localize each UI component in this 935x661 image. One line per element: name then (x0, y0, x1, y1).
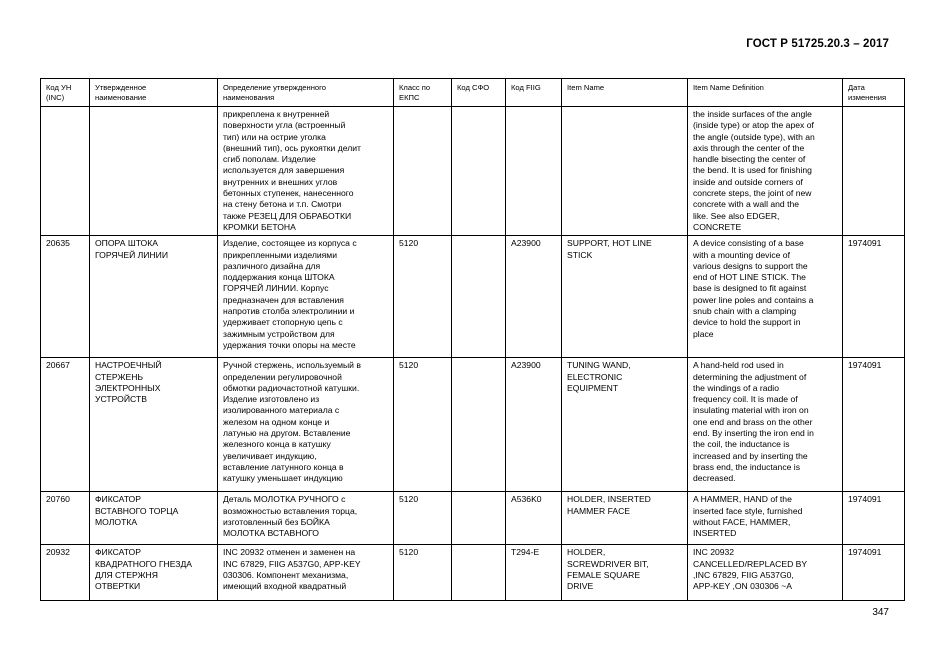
column-header-item-definition: Item Name Definition (688, 79, 843, 107)
cell-change-date (843, 107, 905, 236)
cell-item-name: SUPPORT, HOT LINE STICK (562, 236, 688, 358)
cell-ekps-class: 5120 (394, 236, 452, 358)
cell-inc (41, 107, 90, 236)
cell-sfo-code (452, 545, 506, 601)
cell-name-ru: ОПОРА ШТОКА ГОРЯЧЕЙ ЛИНИИ (90, 236, 218, 358)
cell-item-definition: A hand-held rod used in determining the adjustment of the windings of a radio frequency coil. It is made of insulating material with iron on one end and brass on the other end. By inserting the iron end in the coil, the inductance is increased and by inserting the brass end, the inductance is decreased. (688, 358, 843, 492)
cell-change-date: 1974091 (843, 358, 905, 492)
table-row (41, 236, 905, 358)
cell-item-name: HOLDER, SCREWDRIVER BIT, FEMALE SQUARE DRIVE (562, 545, 688, 601)
cell-fiig-code: A23900 (506, 236, 562, 358)
cell-definition-ru: прикреплена к внутренней поверхности угла (встроенный тип) или на острие уголка (внешний тип), ось рукоятки делит сгиб пополам. Изделие используется для завершения внутренних и внешних углов бетонных ступенек, нанесенного на стену бетона и т.п. Смотри также РЕЗЕЦ ДЛЯ ОБРАБОТКИ КРОМКИ БЕТОНА (218, 107, 394, 236)
table-row (41, 358, 905, 492)
cell-name-ru: ФИКСАТОР ВСТАВНОГО ТОРЦА МОЛОТКА (90, 492, 218, 545)
cell-item-name: TUNING WAND, ELECTRONIC EQUIPMENT (562, 358, 688, 492)
column-header-change-date: Дата изменения (843, 79, 905, 107)
cell-item-definition: A HAMMER, HAND of the inserted face style, furnished without FACE, HAMMER, INSERTED (688, 492, 843, 545)
cell-inc: 20635 (41, 236, 90, 358)
column-header-ekps-class: Класс по ЕКПС (394, 79, 452, 107)
table-row (41, 107, 905, 236)
cell-fiig-code: T294-E (506, 545, 562, 601)
cell-sfo-code (452, 492, 506, 545)
cell-sfo-code (452, 358, 506, 492)
cell-sfo-code (452, 107, 506, 236)
cell-inc: 20667 (41, 358, 90, 492)
cell-ekps-class (394, 107, 452, 236)
cell-sfo-code (452, 236, 506, 358)
column-header-name-ru: Утвержденное наименование (90, 79, 218, 107)
cell-fiig-code (506, 107, 562, 236)
cell-ekps-class: 5120 (394, 545, 452, 601)
cell-name-ru: НАСТРОЕЧНЫЙ СТЕРЖЕНЬ ЭЛЕКТРОННЫХ УСТРОЙСТВ (90, 358, 218, 492)
column-header-sfo-code: Код СФО (452, 79, 506, 107)
cell-definition-ru: Изделие, состоящее из корпуса с прикрепленными изделиями различного дизайна для поддержания конца ШТОКА ГОРЯЧЕЙ ЛИНИИ. Корпус предназначен для вставления напротив столба электролинии и удерживает стопорную цепь с зажимным устройством для удержания точки опоры на месте (218, 236, 394, 358)
classifier-table (40, 78, 905, 601)
cell-change-date: 1974091 (843, 236, 905, 358)
cell-ekps-class: 5120 (394, 358, 452, 492)
cell-change-date: 1974091 (843, 492, 905, 545)
cell-definition-ru: Деталь МОЛОТКА РУЧНОГО с возможностью вставления торца, изготовленный без БОЙКА МОЛОТКА ВСТАВНОГО (218, 492, 394, 545)
cell-item-definition: the inside surfaces of the angle (inside type) or atop the apex of the angle (outside type), with an axis through the center of the handle bisecting the center of the bend. It is used for finishing inside and outside corners of concrete steps, the joint of new concrete with a wall and the like. See also EDGER, CONCRETE (688, 107, 843, 236)
cell-ekps-class: 5120 (394, 492, 452, 545)
table-row (41, 492, 905, 545)
cell-item-name: HOLDER, INSERTED HAMMER FACE (562, 492, 688, 545)
cell-change-date: 1974091 (843, 545, 905, 601)
cell-item-definition: A device consisting of a base with a mounting device of various designs to support the end of HOT LINE STICK. The base is designed to fit against power line poles and contains a snub chain with a clamping device to hold the support in place (688, 236, 843, 358)
cell-item-name (562, 107, 688, 236)
cell-name-ru (90, 107, 218, 236)
column-header-item-name: Item Name (562, 79, 688, 107)
document-code: ГОСТ Р 51725.20.3 – 2017 (746, 38, 889, 50)
cell-inc: 20760 (41, 492, 90, 545)
cell-definition-ru: INC 20932 отменен и заменен на INC 67829, FIIG A537G0, APP-KEY 030306. Компонент механизма, имеющий входной квадратный (218, 545, 394, 601)
cell-fiig-code: A23900 (506, 358, 562, 492)
page-number: 347 (872, 607, 889, 618)
column-header-inc: Код УН (INC) (41, 79, 90, 107)
table-header-row (41, 79, 905, 107)
column-header-fiig-code: Код FIIG (506, 79, 562, 107)
table-row (41, 545, 905, 601)
column-header-definition-ru: Определение утвержденного наименования (218, 79, 394, 107)
cell-name-ru: ФИКСАТОР КВАДРАТНОГО ГНЕЗДА ДЛЯ СТЕРЖНЯ ОТВЕРТКИ (90, 545, 218, 601)
cell-fiig-code: A536K0 (506, 492, 562, 545)
cell-item-definition: INC 20932 CANCELLED/REPLACED BY ,INC 67829, FIIG A537G0, APP-KEY ,ON 030306 ~A (688, 545, 843, 601)
cell-inc: 20932 (41, 545, 90, 601)
cell-definition-ru: Ручной стержень, используемый в определении регулировочной обмотки радиочастотной катушки. Изделие изготовлено из изолированного материала с железом на одном конце и латунью на другом. Вставление железного конца в катушку увеличивает индукцию, вставление латунного конца в катушку уменьшает индукцию (218, 358, 394, 492)
